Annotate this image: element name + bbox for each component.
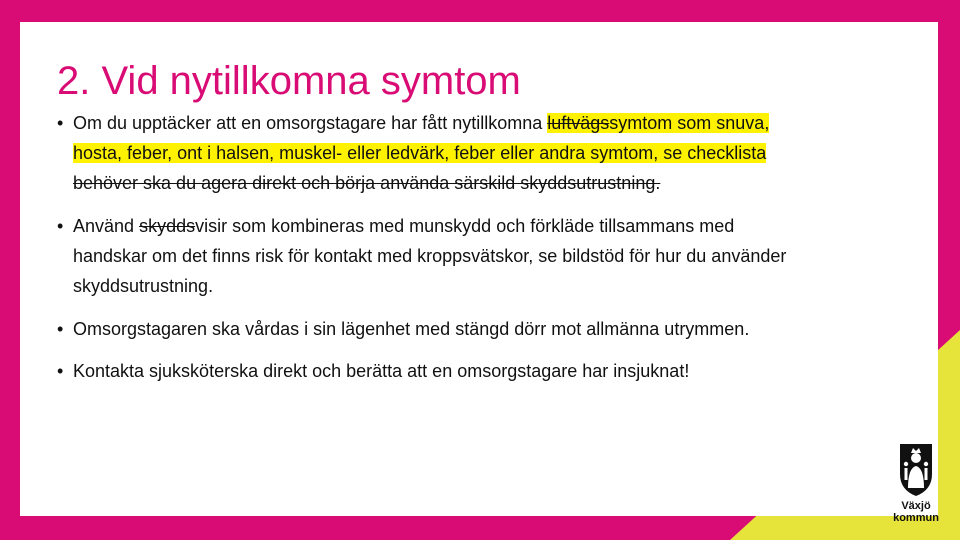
coat-of-arms-icon [886,440,946,498]
bullet-2-line3: skyddsutrustning. [73,276,214,296]
bullet-dot: • [57,113,64,133]
bullet-1-part-c: symtom som snuva, [609,113,770,133]
logo-text-line1: Växjö [901,500,931,512]
vaxjo-kommun-logo [886,440,946,524]
bullet-2-part-c: visir som kombineras med munskydd och förkläde tillsammans med [195,216,735,236]
bullet-3-text: Omsorgstagaren ska vårdas i sin lägenhet med stängd dörr mot allmänna utrymmen. [73,319,750,339]
bullet-item-2 [57,211,907,301]
bullet-2-struck-word: skydds [139,216,196,236]
bullet-1-line3-struck: behöver ska du agera direkt och börja använda särskild skyddsutrustning. [73,173,661,193]
bullet-text [57,211,907,301]
bullet-1-line2: hosta, feber, ont i halsen, muskel- eller ledvärk, feber eller andra symtom, se checklista [73,143,767,163]
bullet-item-3 [57,314,907,344]
slide-title: 2. Vid nytillkomna symtom [57,59,521,103]
bullet-text [57,108,907,198]
bullet-4-text: Kontakta sjuksköterska direkt och berätta att en omsorgstagare har insjuknat! [73,361,690,381]
bullet-1-highlight [547,113,769,133]
bullet-dot: • [57,361,64,381]
bullet-item-4 [57,356,907,386]
bullet-dot: • [57,319,64,339]
bullet-item-1 [57,108,907,198]
bullet-2-line2: handskar om det finns risk för kontakt med kroppsvätskor, se bildstöd för hur du använder [73,246,787,266]
bullet-dot: • [57,216,64,236]
bullet-1-struck-word: luftvägs [547,113,610,133]
logo-text-line2: kommun [893,512,939,524]
bullet-1-part-a: Om du upptäcker att en omsorgstagare har fått nytillkomna [73,113,548,133]
bullet-2-part-a: Använd [73,216,140,236]
